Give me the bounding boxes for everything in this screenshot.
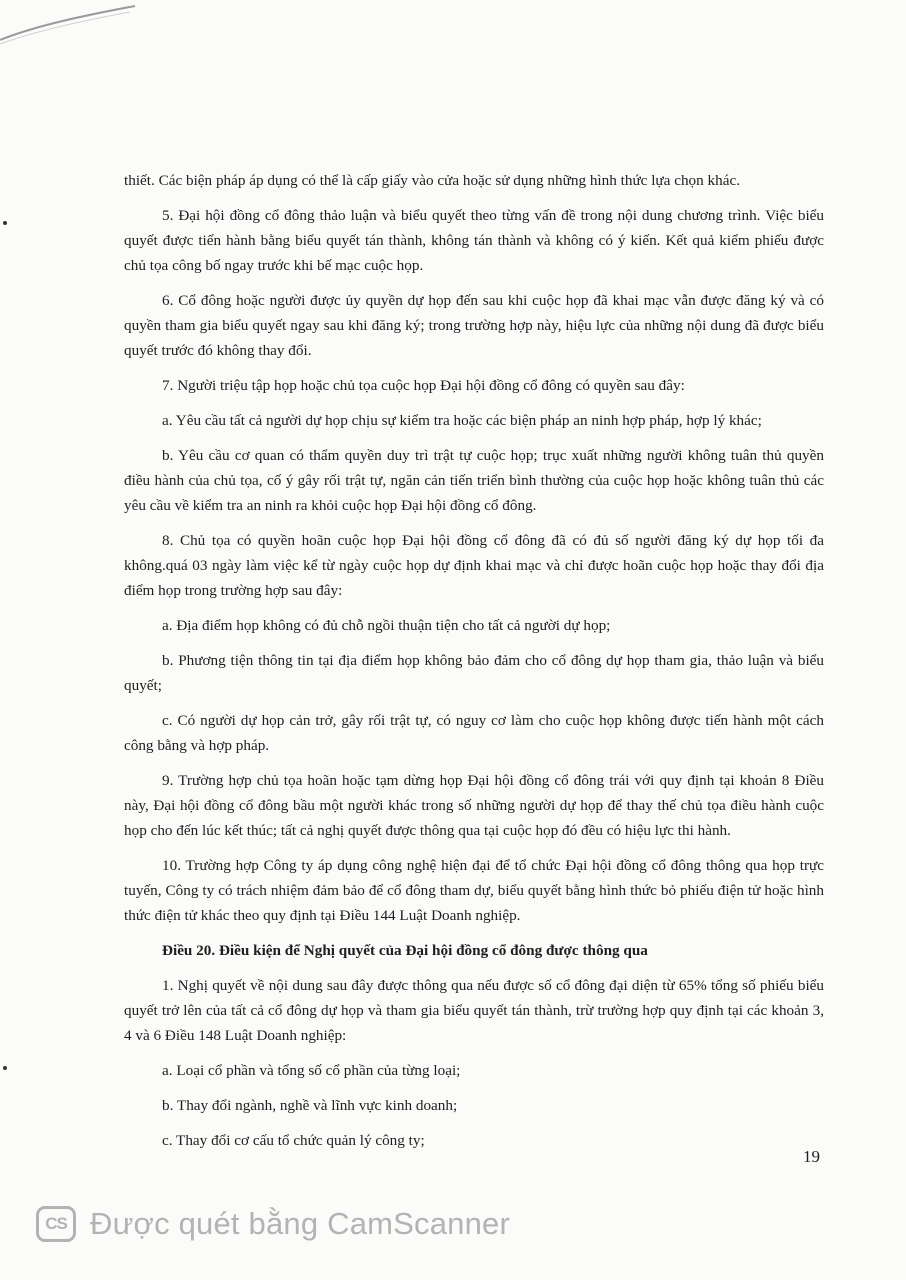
paragraph-continuation: thiết. Các biện pháp áp dụng có thể là cấp giấy vào cửa hoặc sử dụng những hình thức lựa chọn khác. (124, 172, 740, 189)
camscanner-logo-icon: CS (36, 1206, 76, 1242)
paragraph-8c: c. Có người dự họp cản trở, gây rối trật tự, có nguy cơ làm cho cuộc họp không được tiến hành một cách công bằng và hợp pháp. (124, 712, 824, 754)
article-20-paragraph-1c: c. Thay đổi cơ cấu tổ chức quản lý công ty; (162, 1132, 425, 1149)
paragraph-6: 6. Cổ đông hoặc người được ủy quyền dự họp đến sau khi cuộc họp đã khai mạc vẫn được đăng ký và có quyền tham gia biểu quyết ngay sau khi đăng ký; trong trường hợp này, hiệu lực của những nội dung đã được biểu quyết trước đó không thay đổi. (124, 292, 824, 359)
article-20-heading: Điều 20. Điều kiện để Nghị quyết của Đại hội đồng cổ đông được thông qua (162, 942, 648, 959)
paragraph-5: 5. Đại hội đồng cổ đông thảo luận và biểu quyết theo từng vấn đề trong nội dung chương trình. Việc biểu quyết được tiến hành bằng biểu quyết tán thành, không tán thành và không có ý kiến. Kết quả kiểm phiếu được chủ tọa công bố ngay trước khi bế mạc cuộc họp. (124, 207, 824, 274)
paragraph-8b: b. Phương tiện thông tin tại địa điểm họp không bảo đảm cho cổ đông dự họp tham gia, thảo luận và biểu quyết; (124, 652, 824, 694)
paragraph-7: 7. Người triệu tập họp hoặc chủ tọa cuộc họp Đại hội đồng cổ đông có quyền sau đây: (162, 377, 685, 394)
camscanner-watermark (36, 1206, 510, 1242)
paragraph-7a: a. Yêu cầu tất cả người dự họp chịu sự kiểm tra hoặc các biện pháp an ninh hợp pháp, hợp lý khác; (162, 412, 762, 429)
document-body (124, 168, 824, 1153)
paragraph-7b: b. Yêu cầu cơ quan có thẩm quyền duy trì trật tự cuộc họp; trục xuất những người không tuân thủ quyền điều hành của chủ tọa, cố ý gây rối trật tự, ngăn cản tiến triển bình thường của cuộc họp hoặc không tuân thủ các yêu cầu về kiểm tra an ninh ra khỏi cuộc họp Đại hội đồng cổ đông. (124, 447, 824, 514)
watermark-text: Được quét bằng CamScanner (90, 1206, 511, 1241)
punch-mark-bottom (3, 1066, 7, 1070)
scan-edge-mark (0, 0, 150, 60)
page-number: 19 (803, 1147, 820, 1166)
article-20-paragraph-1: 1. Nghị quyết về nội dung sau đây được thông qua nếu được số cổ đông đại diện từ 65% tổng số phiếu biểu quyết trở lên của tất cả cổ đông dự họp và tham gia biểu quyết tán thành, trừ trường hợp quy định tại các khoản 3, 4 và 6 Điều 148 Luật Doanh nghiệp: (124, 977, 824, 1044)
paragraph-8a: a. Địa điểm họp không có đủ chỗ ngồi thuận tiện cho tất cả người dự họp; (162, 617, 611, 634)
article-20-paragraph-1b: b. Thay đổi ngành, nghề và lĩnh vực kinh doanh; (162, 1097, 458, 1114)
paragraph-9: 9. Trường hợp chủ tọa hoãn hoặc tạm dừng họp Đại hội đồng cổ đông trái với quy định tại khoản 8 Điều này, Đại hội đồng cổ đông bầu một người khác trong số những người dự họp để thay thế chủ tọa điều hành cuộc họp cho đến lúc kết thúc; tất cả nghị quyết được thông qua tại cuộc họp đó đều có hiệu lực thi hành. (124, 772, 824, 839)
paragraph-10: 10. Trường hợp Công ty áp dụng công nghệ hiện đại để tổ chức Đại hội đồng cổ đông thông qua họp trực tuyến, Công ty có trách nhiệm đảm bảo để cổ đông tham dự, biểu quyết bằng hình thức bỏ phiếu điện tử hoặc hình thức điện tử khác theo quy định tại Điều 144 Luật Doanh nghiệp. (124, 857, 824, 924)
paragraph-8: 8. Chủ tọa có quyền hoãn cuộc họp Đại hội đồng cổ đông đã có đủ số người đăng ký dự họp tối đa không.quá 03 ngày làm việc kể từ ngày cuộc họp dự định khai mạc và chỉ được hoãn cuộc họp hoặc thay đổi địa điểm họp trong trường hợp sau đây: (124, 532, 824, 599)
article-20-paragraph-1a: a. Loại cổ phần và tổng số cổ phần của từng loại; (162, 1062, 461, 1079)
punch-mark-top (3, 221, 7, 225)
